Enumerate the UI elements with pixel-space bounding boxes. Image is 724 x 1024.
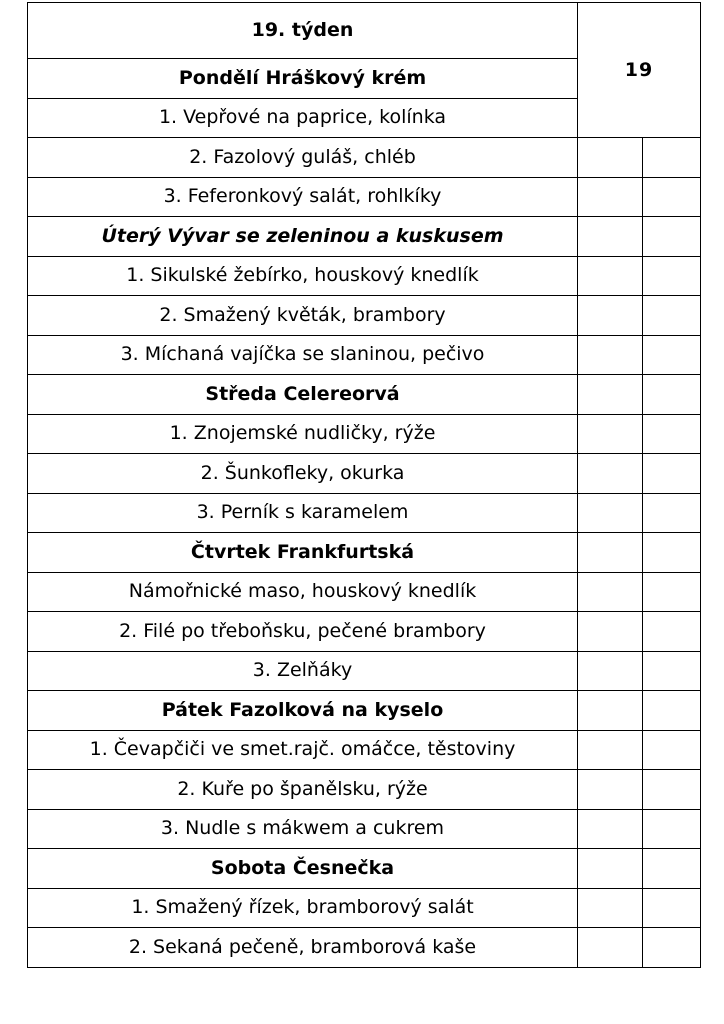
- order-cell: [643, 651, 701, 691]
- order-cell: [578, 177, 643, 217]
- menu-item-text: 2. Fazolový guláš, chléb: [28, 138, 578, 178]
- menu-table-body: [28, 3, 701, 968]
- order-cell: [578, 888, 643, 928]
- order-cell: [578, 217, 643, 257]
- menu-item-row: [28, 809, 701, 849]
- order-cell: [643, 296, 701, 336]
- day-header-row: [28, 533, 701, 573]
- day-soup-label: Pondělí Hráškový krém: [28, 59, 578, 99]
- order-cell: [643, 335, 701, 375]
- order-cell: [643, 849, 701, 889]
- order-cell: [643, 612, 701, 652]
- order-cell: [578, 691, 643, 731]
- order-cell: [643, 256, 701, 296]
- menu-item-text: Námořnické maso, houskový knedlík: [28, 572, 578, 612]
- order-cell: [578, 256, 643, 296]
- order-cell: [578, 138, 643, 178]
- order-cell: [578, 335, 643, 375]
- menu-item-text: 2. Kuře po španělsku, rýže: [28, 770, 578, 810]
- order-cell: [643, 572, 701, 612]
- week-title-row: [28, 3, 701, 59]
- order-cell: [643, 375, 701, 415]
- order-cell: [643, 138, 701, 178]
- order-cell: [578, 770, 643, 810]
- order-cell: [578, 572, 643, 612]
- order-cell: [578, 651, 643, 691]
- menu-item-text: 1. Čevapčiči ve smet.rajč. omáčce, těstoviny: [28, 730, 578, 770]
- day-header-row: [28, 375, 701, 415]
- order-cell: [643, 454, 701, 494]
- menu-item-text: 2. Smažený květák, brambory: [28, 296, 578, 336]
- menu-item-row: [28, 454, 701, 494]
- order-cell: [643, 177, 701, 217]
- menu-item-text: 2. Filé po třeboňsku, pečené brambory: [28, 612, 578, 652]
- order-cell: [578, 454, 643, 494]
- day-soup-label: Čtvrtek Frankfurtská: [28, 533, 578, 573]
- order-cell: [643, 414, 701, 454]
- menu-item-row: [28, 296, 701, 336]
- order-cell: [643, 691, 701, 731]
- menu-item-row: [28, 493, 701, 533]
- order-cell: [643, 217, 701, 257]
- menu-item-row: [28, 651, 701, 691]
- order-cell: [578, 928, 643, 968]
- weekly-menu-table: [27, 2, 701, 968]
- order-cell: [643, 493, 701, 533]
- order-cell: [578, 849, 643, 889]
- day-soup-label: Úterý Vývar se zeleninou a kuskusem: [28, 217, 578, 257]
- week-number-badge: 19: [578, 3, 701, 138]
- day-soup-label: Středa Celereorvá: [28, 375, 578, 415]
- day-header-row: [28, 849, 701, 889]
- menu-item-text: 1. Sikulské žebírko, houskový knedlík: [28, 256, 578, 296]
- order-cell: [643, 888, 701, 928]
- menu-item-text: 2. Sekaná pečeně, bramborová kaše: [28, 928, 578, 968]
- day-soup-label: Pátek Fazolková na kyselo: [28, 691, 578, 731]
- menu-item-row: [28, 138, 701, 178]
- order-cell: [578, 375, 643, 415]
- day-header-row: [28, 691, 701, 731]
- menu-item-row: [28, 572, 701, 612]
- menu-item-text: 1. Znojemské nudličky, rýže: [28, 414, 578, 454]
- menu-item-row: [28, 730, 701, 770]
- menu-item-row: [28, 256, 701, 296]
- week-title: 19. týden: [28, 3, 578, 59]
- menu-item-text: 2. Šunkofleky, okurka: [28, 454, 578, 494]
- order-cell: [643, 533, 701, 573]
- menu-item-text: 3. Nudle s mákwem a cukrem: [28, 809, 578, 849]
- menu-item-row: [28, 414, 701, 454]
- menu-item-row: [28, 770, 701, 810]
- menu-item-row: [28, 177, 701, 217]
- menu-item-text: 3. Zelňáky: [28, 651, 578, 691]
- menu-item-text: 3. Perník s karamelem: [28, 493, 578, 533]
- menu-item-text: 1. Vepřové na paprice, kolínka: [28, 98, 578, 138]
- order-cell: [578, 493, 643, 533]
- day-header-row: [28, 217, 701, 257]
- order-cell: [643, 809, 701, 849]
- order-cell: [643, 730, 701, 770]
- day-soup-label: Sobota Česnečka: [28, 849, 578, 889]
- order-cell: [578, 612, 643, 652]
- menu-item-row: [28, 888, 701, 928]
- order-cell: [643, 770, 701, 810]
- menu-item-row: [28, 928, 701, 968]
- menu-item-row: [28, 335, 701, 375]
- order-cell: [578, 414, 643, 454]
- order-cell: [578, 730, 643, 770]
- menu-item-text: 3. Míchaná vajíčka se slaninou, pečivo: [28, 335, 578, 375]
- menu-item-row: [28, 612, 701, 652]
- order-cell: [643, 928, 701, 968]
- order-cell: [578, 296, 643, 336]
- order-cell: [578, 809, 643, 849]
- menu-item-text: 1. Smažený řízek, bramborový salát: [28, 888, 578, 928]
- menu-item-text: 3. Feferonkový salát, rohlkíky: [28, 177, 578, 217]
- order-cell: [578, 533, 643, 573]
